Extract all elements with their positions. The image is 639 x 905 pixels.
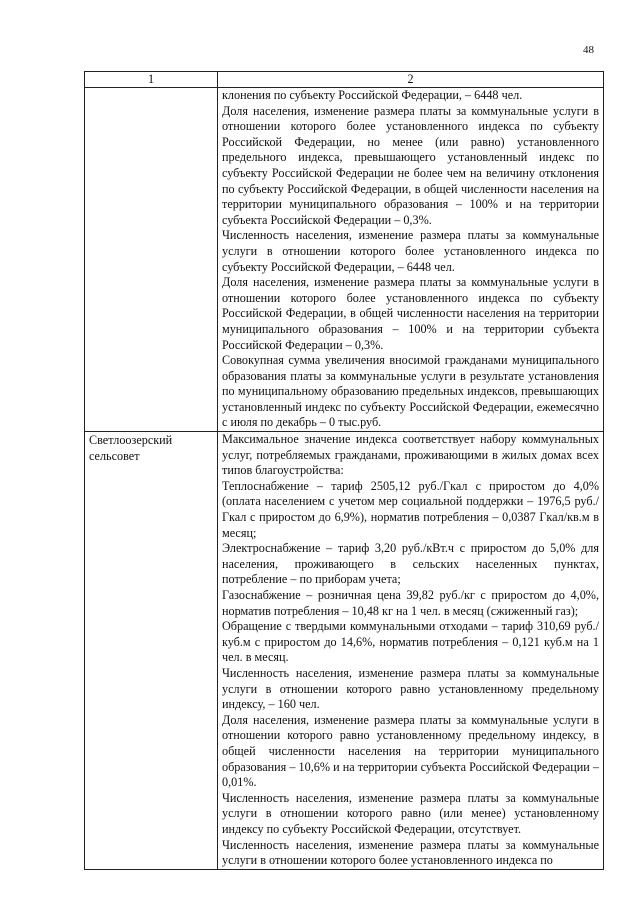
paragraph: Численность населения, изменение размера платы за коммунальные услуги в отношении которого более установленного индекса по субъекту Российской Федерации, – 6448 чел. [222, 228, 599, 274]
paragraph: Численность населения, изменение размера платы за коммунальные услуги в отношении которого более установленного индекса по [222, 837, 599, 868]
page-number: 48 [583, 44, 594, 56]
column-header-2: 2 [218, 72, 604, 88]
paragraph: Обращение с твердыми коммунальными отходами – тариф 310,69 руб./куб.м с приростом до 14,6%, норматив потребления – 0,121 куб.м на 1 чел. в месяц. [222, 619, 599, 665]
region-cell: Светлоозерский сельсовет [85, 432, 218, 870]
paragraph: Доля населения, изменение размера платы за коммунальные услуги в отношении которого более установленного индекса по субъекту Российской Федерации, в общей численности населения на территории муниципального образования – 100% и на территории субъекта Российской Федерации – 0,3%. [222, 275, 599, 352]
paragraph: Совокупная сумма увеличения вносимой гражданами муниципального образования платы за коммунальные услуги в результате установления по муниципальному образованию предельных индексов, превышающих установленный индекс по субъекту Российской Федерации, ежемесячно с июля по декабрь – 0 тыс.руб. [222, 353, 599, 430]
region-cell [85, 88, 218, 432]
content-cell [218, 88, 604, 432]
paragraph: Численность населения, изменение размера платы за коммунальные услуги в отношении которого равно установленному предельному индексу, – 160 чел. [222, 665, 599, 712]
table-row [85, 88, 604, 432]
paragraph: Электроснабжение – тариф 3,20 руб./кВт.ч с приростом до 5,0% для населения, проживающего в сельских населенных пунктах, потребление – по приборам учета; [222, 541, 599, 587]
paragraph: клонения по субъекту Российской Федерации, – 6448 чел. [222, 88, 523, 102]
table-header-row [85, 72, 604, 88]
column-header-1: 1 [85, 72, 218, 88]
paragraph: Доля населения, изменение размера платы за коммунальные услуги в отношении которого более установленного индекса по субъекту Российской Федерации, но менее (или равно) установленного предельного индекса, превышающего установленный индекс по субъекту Российской Федерации не более чем на величину отклонения по субъекту Российской Федерации, в общей численности населения на территории муниципального образования – 100% и на территории субъекта Российской Федерации – 0,3%. [222, 103, 599, 227]
paragraph: Доля населения, изменение размера платы за коммунальные услуги в отношении которого равно установленному предельному индексу, в общей численности населения на территории муниципального образования – 10,6% и на территории субъекта Российской Федерации – 0,01%. [222, 712, 599, 790]
paragraph: Газоснабжение – розничная цена 39,82 руб./кг с приростом до 4,0%, норматив потребления – 10,48 кг на 1 чел. в месяц (сжиженный газ); [222, 588, 599, 618]
paragraph: Максимальное значение индекса соответствует набору коммунальных услуг, потребляемых гражданами, проживающими в жилых домах всех типов благоустройства: [222, 432, 599, 478]
paragraph: Численность населения, изменение размера платы за коммунальные услуги в отношении которого равно (или менее) установленному индексу по субъекту Российской Федерации, отсутствует. [222, 790, 599, 836]
table-row [85, 432, 604, 870]
data-table [84, 71, 604, 870]
content-cell [218, 432, 604, 870]
paragraph: Теплоснабжение – тариф 2505,12 руб./Гкал с приростом до 4,0% (оплата населением с учетом мер социальной поддержки – 1976,5 руб./Гкал с приростом до 6,9%), норматив потребления – 0,0387 Гкал/кв.м в месяц; [222, 478, 599, 540]
